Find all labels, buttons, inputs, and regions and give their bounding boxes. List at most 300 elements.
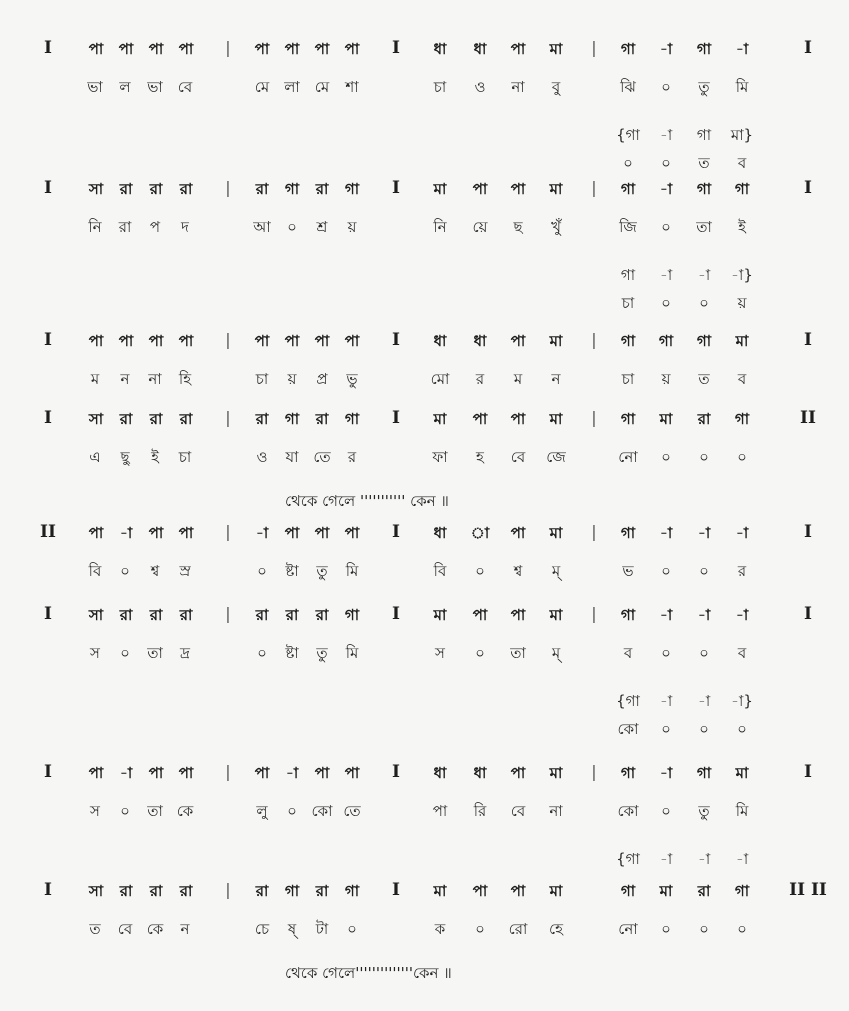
note-syllable: রা [119, 410, 133, 428]
lyric-syllable: র [347, 448, 357, 466]
lyrics-line [0, 642, 849, 672]
note-syllable: {গা [616, 692, 640, 710]
lyric-syllable: ০ [737, 720, 747, 738]
lyric-syllable: চা [178, 448, 192, 466]
lyric-syllable: তু [316, 644, 328, 662]
lyric-syllable: ০ [661, 920, 671, 938]
lyric-syllable: মি [345, 562, 359, 580]
lyric-syllable: খুঁ [551, 218, 561, 236]
barline: I [44, 408, 52, 428]
note-syllable: রা [179, 882, 193, 900]
lyric-syllable: মি [735, 802, 749, 820]
note-syllable: পা [178, 40, 194, 58]
note-syllable: গা [734, 410, 750, 428]
note-syllable: -া [697, 692, 711, 710]
lyric-syllable: ব [737, 370, 747, 388]
lyric-syllable: বে [117, 920, 133, 938]
lyric-syllable: ০ [699, 448, 709, 466]
note-syllable: রা [119, 606, 133, 624]
continuation-notes [0, 690, 849, 720]
note-syllable: রা [255, 606, 269, 624]
lyric-syllable: ন [120, 370, 130, 388]
note-syllable: -া [255, 524, 269, 542]
lyric-syllable: ০ [699, 720, 709, 738]
lyrics-line [0, 560, 849, 590]
continuation-lyrics [0, 718, 849, 748]
lyric-syllable: ০ [661, 78, 671, 96]
note-syllable: পা [254, 40, 270, 58]
note-syllable: ধা [473, 332, 487, 350]
lyric-syllable: শ্ব [150, 562, 160, 580]
lyric-syllable: ম [90, 370, 100, 388]
lyrics-line [0, 446, 849, 476]
lyric-syllable: লু [256, 802, 268, 820]
note-syllable: -া [659, 524, 673, 542]
note-syllable: পা [118, 40, 134, 58]
note-syllable: {গা [616, 126, 640, 144]
note-syllable: পা [284, 524, 300, 542]
lyric-syllable: ই [738, 218, 746, 236]
lyric-syllable: মে [314, 78, 330, 96]
lyric-syllable: ষ্টা [285, 644, 299, 662]
lyric-syllable: ০ [257, 562, 267, 580]
barline: I [392, 762, 400, 782]
note-syllable: -া [735, 40, 749, 58]
continuation-notes [0, 848, 849, 878]
note-syllable: মা [549, 40, 563, 58]
lyric-syllable: ০ [699, 920, 709, 938]
lyrics-line [0, 368, 849, 398]
lyric-syllable: ভা [147, 78, 163, 96]
notation-line [0, 762, 849, 792]
lyric-syllable: শ্র [316, 218, 328, 236]
lyric-syllable: ই [151, 448, 159, 466]
note-syllable: গা [734, 882, 750, 900]
lyric-syllable: চে [254, 920, 270, 938]
note-syllable: পা [148, 40, 164, 58]
note-syllable: রা [119, 882, 133, 900]
barline: | [591, 762, 597, 781]
lyric-syllable: ত [698, 154, 710, 172]
note-syllable: রা [315, 606, 329, 624]
lyric-syllable: দ [181, 218, 189, 236]
note-syllable: রা [149, 180, 163, 198]
note-syllable: পা [284, 40, 300, 58]
note-syllable: মা [659, 410, 673, 428]
barline: I [392, 604, 400, 624]
note-syllable: সা [88, 180, 104, 198]
lyric-syllable: বি [433, 562, 447, 580]
note-syllable: গা [284, 882, 300, 900]
barline: | [591, 38, 597, 57]
lyric-syllable: কে [176, 802, 194, 820]
lyric-syllable: মি [345, 644, 359, 662]
lyric-syllable: নি [433, 218, 447, 236]
lyric-syllable: ও [474, 78, 486, 96]
lyric-syllable: ব [623, 644, 633, 662]
lyric-syllable: ও [256, 448, 268, 466]
lyric-syllable: য়ে [472, 218, 488, 236]
lyric-syllable: জি [619, 218, 637, 236]
note-syllable: রা [285, 606, 299, 624]
barline: I [392, 522, 400, 542]
note-syllable: পা [472, 606, 488, 624]
lyric-syllable: রা [118, 218, 132, 236]
continuation-notes [0, 264, 849, 294]
note-syllable: গা [620, 410, 636, 428]
note-syllable: গা [696, 180, 712, 198]
lyric-syllable: ০ [699, 294, 709, 312]
note-syllable: রা [179, 410, 193, 428]
lyric-syllable: ব [737, 644, 747, 662]
lyric-syllable: ছু [120, 448, 130, 466]
lyric-syllable: না [148, 370, 162, 388]
note-syllable: ধা [433, 524, 447, 542]
barline: II [800, 408, 816, 428]
lyrics-line [0, 216, 849, 246]
lyric-syllable: ০ [661, 802, 671, 820]
note-syllable: -া [285, 764, 299, 782]
barline: I [804, 178, 812, 198]
note-syllable: মা [735, 332, 749, 350]
note-syllable: গা [284, 180, 300, 198]
lyric-syllable: কো [617, 720, 639, 738]
note-syllable: -া} [731, 266, 753, 284]
lyric-syllable: ম [513, 370, 523, 388]
lyric-syllable: না [511, 78, 525, 96]
lyrics-line [0, 76, 849, 106]
barline: I [804, 604, 812, 624]
lyric-syllable: ম্ [551, 644, 561, 662]
barline: I [44, 762, 52, 782]
barline: | [591, 408, 597, 427]
note-syllable: সা [88, 882, 104, 900]
note-syllable: গা [696, 764, 712, 782]
note-syllable: ধা [473, 40, 487, 58]
lyric-syllable: ০ [120, 562, 130, 580]
lyrics-line [0, 918, 849, 948]
note-syllable: -া [735, 850, 749, 868]
note-syllable: রা [179, 606, 193, 624]
note-syllable: গা [344, 180, 360, 198]
note-syllable: পা [254, 764, 270, 782]
note-syllable: মা [433, 606, 447, 624]
lyric-syllable: স্র [179, 562, 191, 580]
lyric-syllable: লা [284, 78, 300, 96]
lyric-syllable: ষ্ [287, 920, 297, 938]
note-syllable: -া [735, 524, 749, 542]
note-syllable: রা [179, 180, 193, 198]
refrain-line: থেকে গেলে ''''''''''' কেন ॥ [285, 492, 449, 510]
barline: I [392, 178, 400, 198]
note-syllable: পা [472, 882, 488, 900]
lyric-syllable: ফা [432, 448, 448, 466]
lyric-syllable: ন [180, 920, 190, 938]
barline: I [804, 38, 812, 58]
lyric-syllable: বে [510, 802, 526, 820]
lyric-syllable: জে [546, 448, 566, 466]
note-syllable: ধা [433, 332, 447, 350]
lyric-syllable: ০ [287, 802, 297, 820]
lyric-syllable: আ [253, 218, 271, 236]
note-syllable: পা [510, 410, 526, 428]
note-syllable: পা [118, 332, 134, 350]
note-syllable: রা [149, 606, 163, 624]
lyric-syllable: ০ [475, 920, 485, 938]
note-syllable: ধা [433, 40, 447, 58]
lyric-syllable: স [90, 802, 100, 820]
note-syllable: ধা [473, 764, 487, 782]
note-syllable: -া [659, 850, 673, 868]
note-syllable: -া [659, 40, 673, 58]
lyric-syllable: চা [621, 294, 635, 312]
note-syllable: পা [510, 524, 526, 542]
note-syllable: গা [620, 332, 636, 350]
note-syllable: পা [148, 524, 164, 542]
notation-line [0, 604, 849, 634]
lyric-syllable: ০ [661, 218, 671, 236]
note-syllable: গা [620, 764, 636, 782]
note-syllable: সা [88, 410, 104, 428]
lyric-syllable: নো [618, 448, 638, 466]
lyric-syllable: মো [430, 370, 450, 388]
note-syllable: মা [549, 410, 563, 428]
lyric-syllable: ০ [699, 562, 709, 580]
lyric-syllable: প্র [316, 370, 328, 388]
lyric-syllable: ০ [475, 562, 485, 580]
barline: I [392, 38, 400, 58]
lyric-syllable: কো [311, 802, 333, 820]
lyric-syllable: হে [549, 920, 563, 938]
lyric-syllable: তু [698, 78, 710, 96]
barline: | [225, 762, 231, 781]
lyric-syllable: টা [315, 920, 329, 938]
lyric-syllable: ০ [661, 154, 671, 172]
note-syllable: পা [510, 606, 526, 624]
barline: | [225, 604, 231, 623]
lyric-syllable: দ্র [180, 644, 190, 662]
note-syllable: {গা [616, 850, 640, 868]
barline: I [44, 330, 52, 350]
note-syllable: গা [344, 410, 360, 428]
note-syllable: পা [148, 332, 164, 350]
note-syllable: পা [510, 332, 526, 350]
lyric-syllable: র [475, 370, 485, 388]
note-syllable: মা [735, 764, 749, 782]
note-syllable: -া [697, 524, 711, 542]
lyric-syllable: ০ [661, 720, 671, 738]
note-syllable: রা [315, 882, 329, 900]
lyric-syllable: ক [434, 920, 446, 938]
lyric-syllable: চা [255, 370, 269, 388]
lyric-syllable: ভা [87, 78, 103, 96]
lyric-syllable: নো [618, 920, 638, 938]
note-syllable: গা [344, 606, 360, 624]
note-syllable: মা [433, 410, 447, 428]
note-syllable: পা [88, 332, 104, 350]
note-syllable: গা [696, 40, 712, 58]
lyric-syllable: ছ [513, 218, 523, 236]
note-syllable: পা [344, 764, 360, 782]
note-syllable: পা [314, 524, 330, 542]
lyric-syllable: বে [177, 78, 193, 96]
barline: | [591, 178, 597, 197]
lyric-syllable: শ্ব [513, 562, 523, 580]
lyric-syllable: ল [119, 78, 131, 96]
lyric-syllable: চা [621, 370, 635, 388]
notation-line [0, 330, 849, 360]
notation-line [0, 178, 849, 208]
note-syllable: -া [659, 692, 673, 710]
lyric-syllable: ০ [661, 294, 671, 312]
note-syllable: পা [314, 40, 330, 58]
lyric-syllable: রো [508, 920, 528, 938]
barline: I [392, 880, 400, 900]
barline: I [804, 330, 812, 350]
note-syllable: মা [433, 882, 447, 900]
note-syllable: পা [178, 524, 194, 542]
lyric-syllable: কে [146, 920, 164, 938]
lyric-syllable: হ [476, 448, 484, 466]
barline: II II [789, 880, 827, 900]
notation-line [0, 880, 849, 910]
lyric-syllable: বু [551, 78, 561, 96]
lyric-syllable: তা [147, 644, 163, 662]
lyric-syllable: ০ [347, 920, 357, 938]
lyric-syllable: তা [147, 802, 163, 820]
barline: | [225, 38, 231, 57]
lyric-syllable: না [549, 802, 563, 820]
barline: | [225, 522, 231, 541]
note-syllable: মা [549, 180, 563, 198]
lyric-syllable: ০ [623, 154, 633, 172]
note-syllable: -া [735, 606, 749, 624]
lyric-syllable: প [149, 218, 161, 236]
barline: I [392, 408, 400, 428]
lyric-syllable: তে [313, 448, 331, 466]
lyric-syllable: য় [347, 218, 357, 236]
note-syllable: পা [510, 180, 526, 198]
barline: I [44, 178, 52, 198]
lyric-syllable: ০ [661, 562, 671, 580]
refrain-line: থেকে গেলে''''''''''''''কেন ॥ [285, 964, 452, 982]
note-syllable: রা [255, 180, 269, 198]
note-syllable: গা [620, 606, 636, 624]
note-syllable: রা [315, 180, 329, 198]
lyric-syllable: এ [89, 448, 101, 466]
note-syllable: রা [149, 410, 163, 428]
lyric-syllable: শা [345, 78, 359, 96]
note-syllable: -া [697, 850, 711, 868]
lyric-syllable: ০ [120, 802, 130, 820]
lyric-syllable: ০ [737, 920, 747, 938]
lyric-syllable: ভ [622, 562, 634, 580]
continuation-notes [0, 124, 849, 154]
note-syllable: রা [119, 180, 133, 198]
note-syllable: গা [620, 40, 636, 58]
note-syllable: ধা [433, 764, 447, 782]
note-syllable: পা [510, 764, 526, 782]
note-syllable: গা [696, 332, 712, 350]
note-syllable: -া [697, 266, 711, 284]
lyric-syllable: যা [285, 448, 299, 466]
barline: | [225, 880, 231, 899]
note-syllable: পা [344, 524, 360, 542]
note-syllable: মা [433, 180, 447, 198]
note-syllable: পা [510, 40, 526, 58]
barline: | [591, 604, 597, 623]
note-syllable: পা [344, 40, 360, 58]
lyric-syllable: র [737, 562, 747, 580]
lyric-syllable: রি [473, 802, 487, 820]
note-syllable: গা [658, 332, 674, 350]
note-syllable: -া [119, 764, 133, 782]
note-syllable: পা [510, 882, 526, 900]
note-syllable: পা [472, 180, 488, 198]
note-syllable: পা [284, 332, 300, 350]
note-syllable: -া [119, 524, 133, 542]
lyrics-line [0, 800, 849, 830]
note-syllable: া [470, 524, 490, 542]
lyric-syllable: ভু [346, 370, 358, 388]
barline: | [225, 408, 231, 427]
lyric-syllable: পা [432, 802, 448, 820]
lyric-syllable: হি [178, 370, 192, 388]
note-syllable: পা [88, 764, 104, 782]
note-syllable: -া [659, 180, 673, 198]
barline: I [392, 330, 400, 350]
note-syllable: -া [697, 606, 711, 624]
note-syllable: গা [620, 882, 636, 900]
continuation-lyrics [0, 292, 849, 322]
note-syllable: গা [284, 410, 300, 428]
note-syllable: পা [88, 524, 104, 542]
note-syllable: রা [255, 410, 269, 428]
lyric-syllable: ব [737, 154, 747, 172]
note-syllable: গা [620, 266, 636, 284]
note-syllable: -া [659, 266, 673, 284]
note-syllable: গা [696, 126, 712, 144]
barline: I [804, 522, 812, 542]
lyric-syllable: তু [316, 562, 328, 580]
lyric-syllable: য় [287, 370, 297, 388]
lyric-syllable: ০ [475, 644, 485, 662]
lyric-syllable: ০ [661, 448, 671, 466]
lyric-syllable: বে [510, 448, 526, 466]
lyric-syllable: তা [510, 644, 526, 662]
note-syllable: -া [659, 764, 673, 782]
lyric-syllable: নি [88, 218, 102, 236]
lyric-syllable: ন [551, 370, 561, 388]
note-syllable: মা [549, 524, 563, 542]
note-syllable: সা [88, 606, 104, 624]
note-syllable: পা [88, 40, 104, 58]
lyric-syllable: বি [88, 562, 102, 580]
note-syllable: পা [314, 332, 330, 350]
lyric-syllable: য় [737, 294, 747, 312]
lyric-syllable: স [435, 644, 445, 662]
barline: I [804, 762, 812, 782]
note-syllable: গা [620, 524, 636, 542]
note-syllable: -া} [731, 692, 753, 710]
note-syllable: মা [549, 764, 563, 782]
lyric-syllable: মি [735, 78, 749, 96]
notation-line [0, 38, 849, 68]
barline: II [40, 522, 56, 542]
barline: I [44, 880, 52, 900]
note-syllable: পা [344, 332, 360, 350]
lyric-syllable: ০ [120, 644, 130, 662]
